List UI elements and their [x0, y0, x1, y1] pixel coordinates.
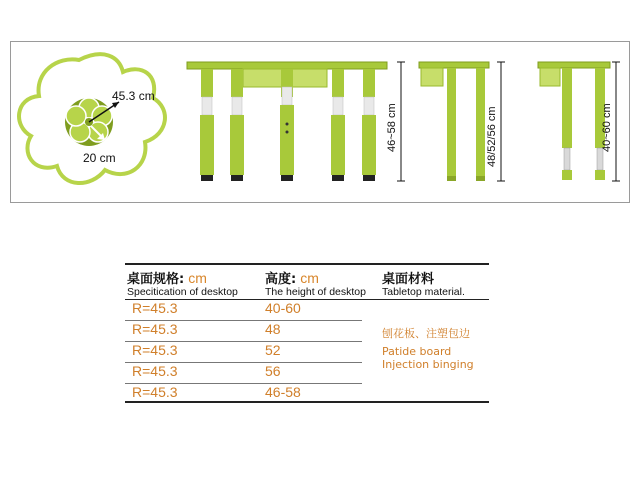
header-height-en: The height of desktop [265, 286, 366, 298]
row-1-spec: R=45.3 [132, 300, 178, 316]
row-3-height: 52 [265, 342, 281, 358]
row-5-height: 46-58 [265, 384, 301, 400]
spec-table [125, 263, 489, 403]
front-height-label: 46~58 cm [386, 103, 398, 152]
material-en-2: Injection binging [382, 358, 474, 371]
header-material-cn: 桌面材料 [382, 272, 435, 287]
table-bottom-rule [125, 401, 489, 403]
diameter-label: 45.3 cm [112, 89, 155, 103]
front-view [187, 62, 405, 181]
row-1-height: 40-60 [265, 300, 301, 316]
header-spec-en: Specitication of desktop [127, 286, 238, 298]
product-drawing-panel [10, 41, 630, 203]
row-4-height: 56 [265, 363, 281, 379]
side-view-fixed [419, 62, 505, 181]
flower-top-view [19, 54, 165, 183]
side-view-adjustable [538, 62, 620, 181]
header-spec-cn: 桌面规格: [127, 272, 185, 287]
adjust-height-label: 40~60 cm [601, 103, 613, 152]
material-cn: 刨花板、注塑包边 [382, 327, 470, 340]
inner-size-label: 20 cm [83, 151, 116, 165]
header-material-en: Tabletop material. [382, 286, 465, 298]
row-2-spec: R=45.3 [132, 321, 178, 337]
header-height-unit: cm [300, 270, 319, 286]
header-height [265, 268, 319, 287]
table-top-rule [125, 263, 489, 265]
row-5-spec: R=45.3 [132, 384, 178, 400]
row-2-height: 48 [265, 321, 281, 337]
material-en-1: Patide board [382, 345, 452, 358]
row-3-spec: R=45.3 [132, 342, 178, 358]
side-height-label: 48/52/56 cm [486, 106, 498, 167]
header-rule [125, 299, 489, 300]
row-4-spec: R=45.3 [132, 363, 178, 379]
header-height-cn: 高度: [265, 272, 297, 287]
product-drawing [11, 42, 631, 204]
header-spec [127, 268, 207, 287]
header-spec-unit: cm [188, 270, 207, 286]
